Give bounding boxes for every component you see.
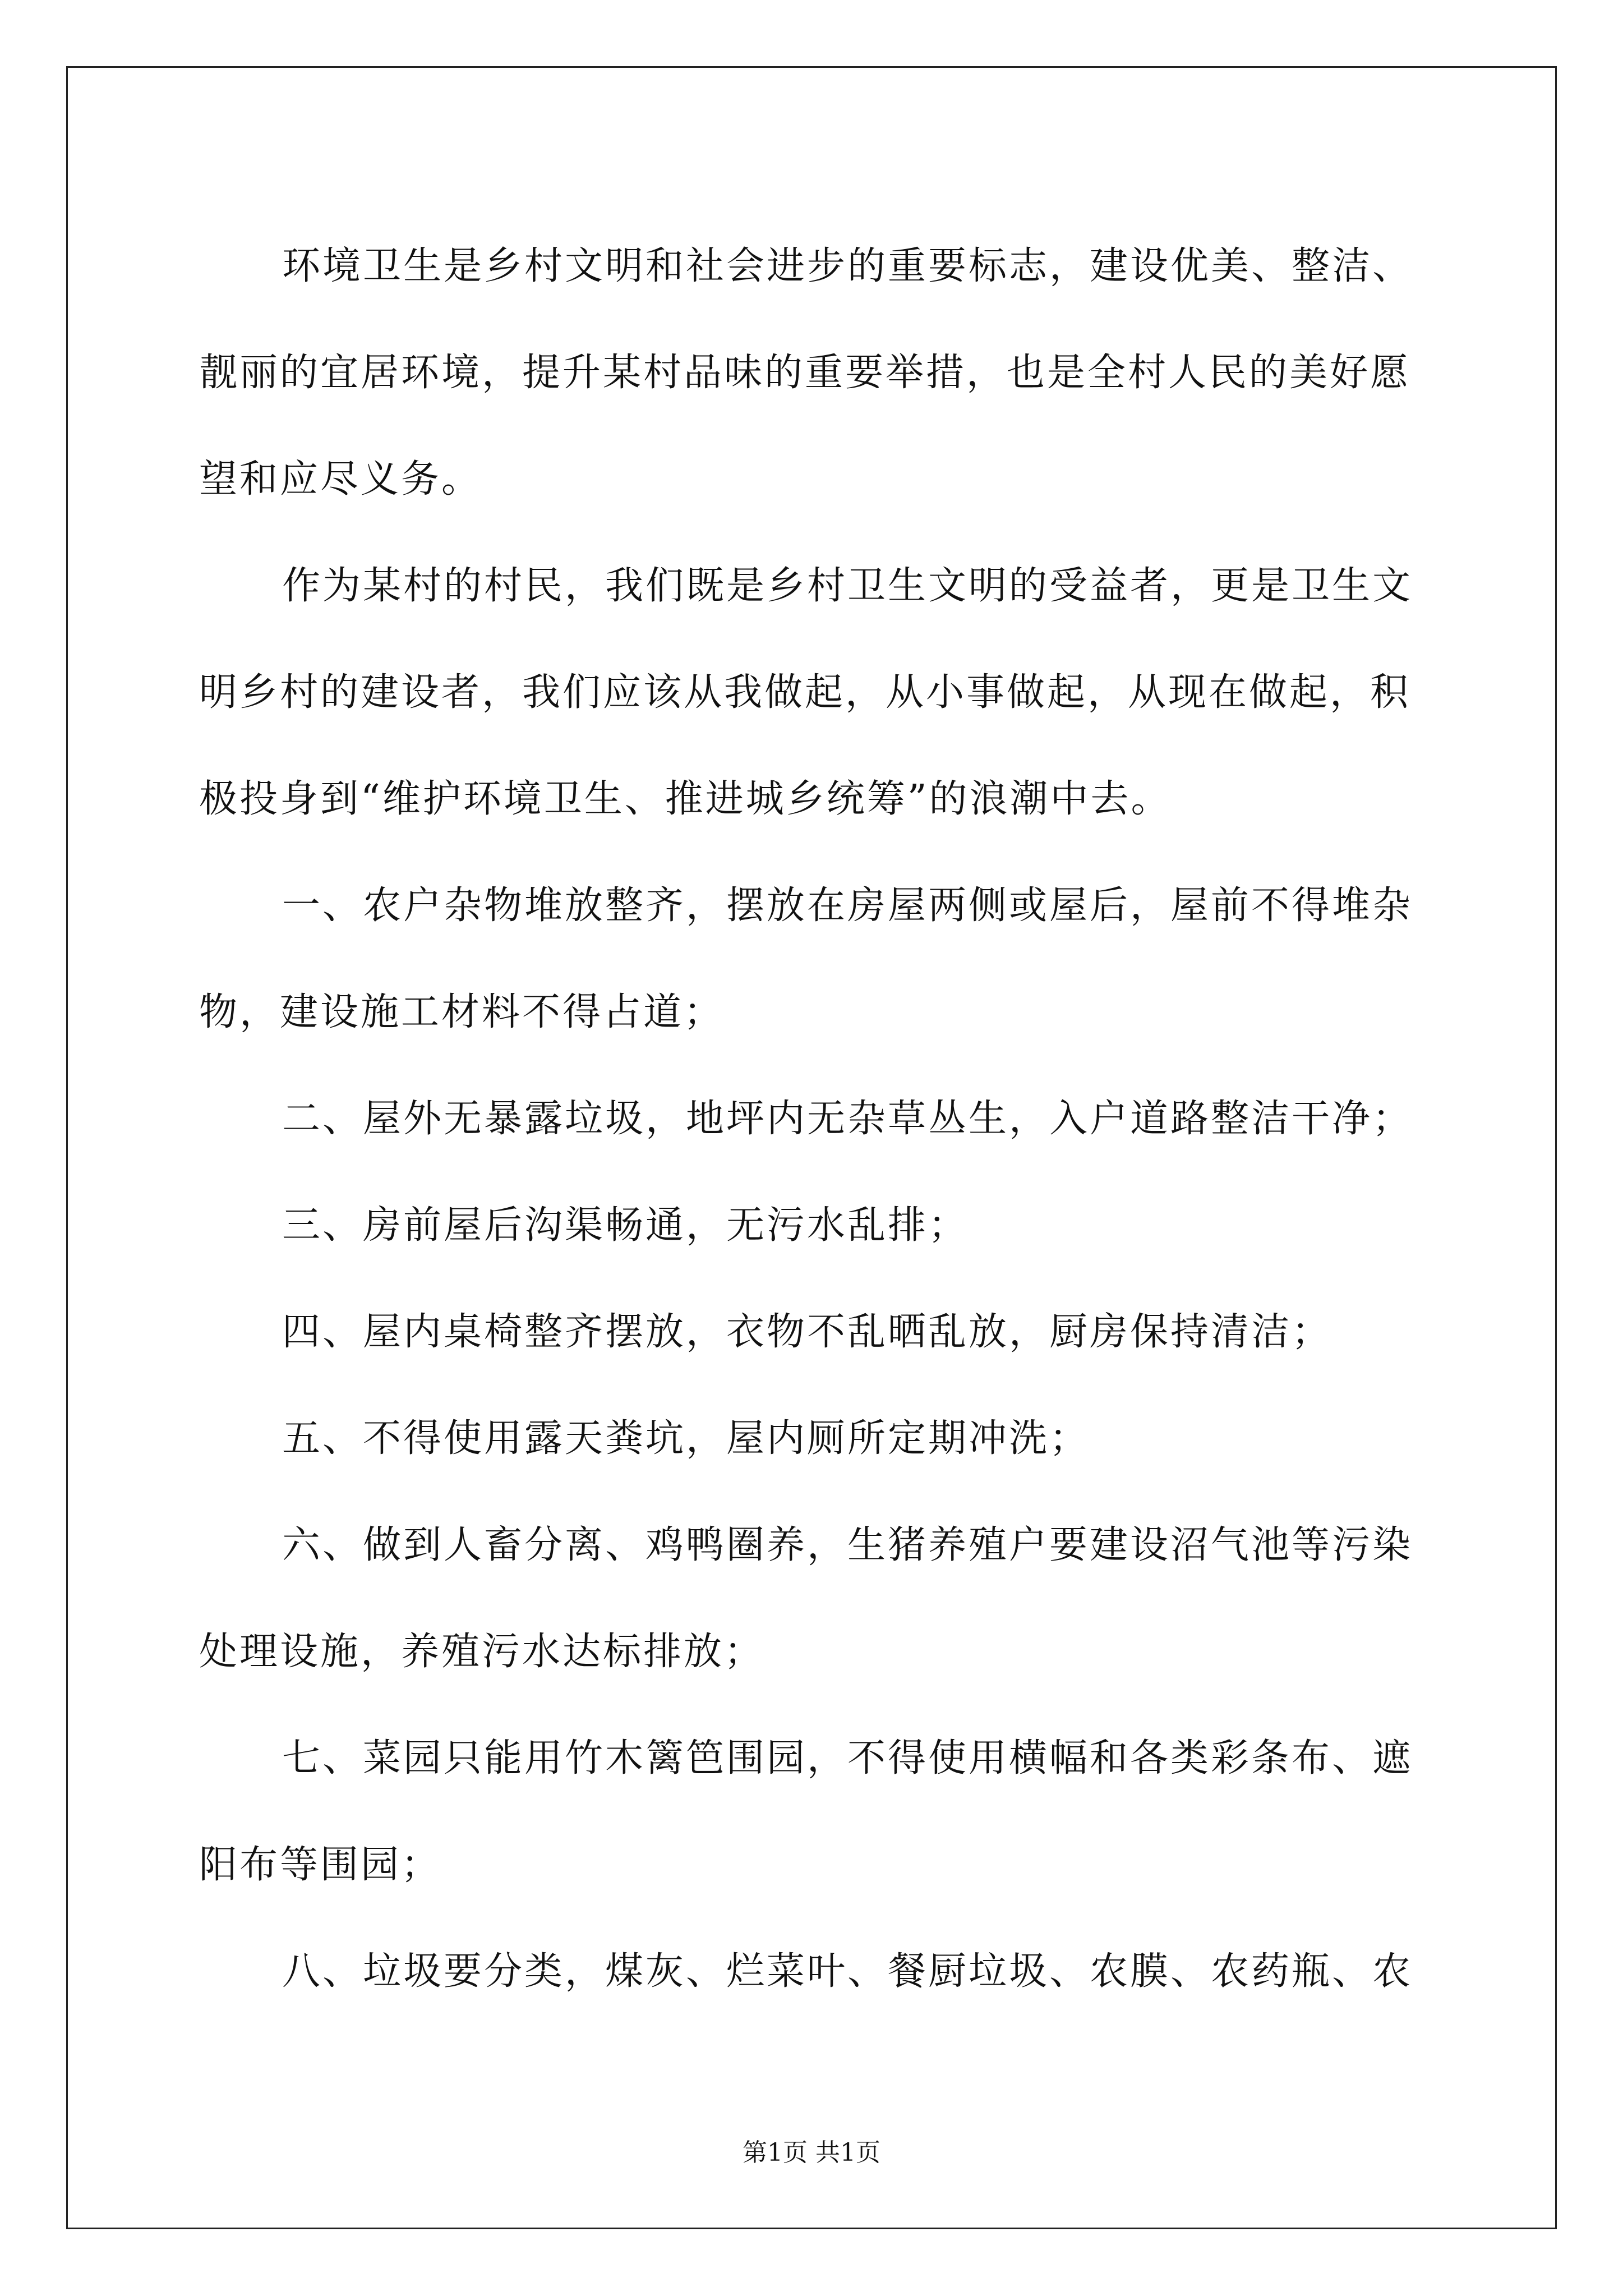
paragraph-item-8 xyxy=(199,1918,1422,2025)
paragraph-line: 六、做到人畜分离、鸡鸭圈养，生猪养殖户要建设沼气池等污染 xyxy=(282,1523,1413,1567)
page-footer: 第1页 共1页 xyxy=(743,2138,880,2167)
paragraph-line: 物，建设施工材料不得占道； xyxy=(199,990,725,1034)
paragraph-line: 靓丽的宜居环境，提升某村品味的重要举措，也是全村人民的美好愿 xyxy=(199,351,1411,395)
paragraph-line: 处理设施，养殖污水达标排放； xyxy=(199,1630,765,1674)
paragraph-item-7 xyxy=(199,1705,1422,1918)
paragraph-line: 七、菜园只能用竹木篱笆围园，不得使用横幅和各类彩条布、遮 xyxy=(282,1736,1413,1780)
paragraph-item-3 xyxy=(199,1172,1422,1279)
paragraph-line: 明乡村的建设者，我们应该从我做起，从小事做起，从现在做起，积 xyxy=(199,670,1411,715)
paragraph-line: 极投身到“维护环境卫生、推进城乡统筹”的浪潮中去。 xyxy=(199,777,1172,821)
paragraph-line: 三、房前屋后沟渠畅通，无污水乱排； xyxy=(282,1203,969,1248)
paragraph-item-6 xyxy=(199,1492,1422,1705)
paragraph-line: 五、不得使用露天粪坑，屋内厕所定期冲洗； xyxy=(282,1416,1090,1461)
paragraph-line: 八、垃圾要分类，煤灰、烂菜叶、餐厨垃圾、农膜、农药瓶、农 xyxy=(282,1949,1413,1994)
paragraph-item-5 xyxy=(199,1386,1422,1492)
paragraph-item-1 xyxy=(199,853,1422,1066)
paragraph-line: 望和应尽义务。 xyxy=(199,457,482,501)
paragraph-line: 二、屋外无暴露垃圾，地坪内无杂草丛生，入户道路整洁干净； xyxy=(282,1097,1413,1141)
paragraph-line: 环境卫生是乡村文明和社会进步的重要标志，建设优美、整洁、 xyxy=(282,244,1413,288)
document-body xyxy=(199,213,1422,2025)
paragraph-2 xyxy=(199,533,1422,853)
paragraph-item-2 xyxy=(199,1066,1422,1172)
paragraph-line: 一、农户杂物堆放整齐，摆放在房屋两侧或屋后，屋前不得堆杂 xyxy=(282,884,1413,928)
paragraph-line: 作为某村的村民，我们既是乡村卫生文明的受益者，更是卫生文 xyxy=(282,564,1413,608)
paragraph-line: 阳布等围园； xyxy=(199,1843,442,1887)
paragraph-1 xyxy=(199,213,1422,533)
paragraph-line: 四、屋内桌椅整齐摆放，衣物不乱晒乱放，厨房保持清洁； xyxy=(282,1310,1332,1354)
paragraph-item-4 xyxy=(199,1279,1422,1386)
